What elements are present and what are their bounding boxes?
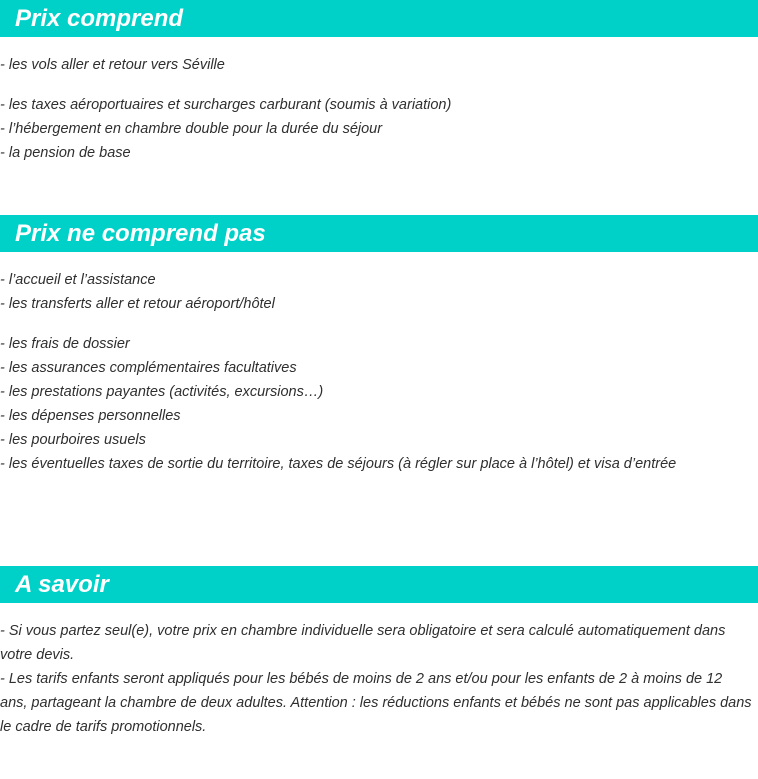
list-item: - la pension de base xyxy=(0,145,131,161)
list-item: - les prestations payantes (activités, excursions…) xyxy=(0,384,324,400)
list-item: - les taxes aéroportuaires et surcharges carburant (soumis à variation) xyxy=(0,97,452,113)
list-item: - les frais de dossier xyxy=(0,336,130,352)
info-paragraph: - Les tarifs enfants seront appliqués pour les bébés de moins de 2 ans et/ou pour les enfants de 2 à moins de 12 ans, partageant la chambre de deux adultes. Attention : les réductions enfants et bébés ne sont pas applicables dans le cadre de tarifs promotionnels. xyxy=(0,671,752,735)
info-text xyxy=(0,619,752,739)
list-item: - l’accueil et l’assistance xyxy=(0,272,156,288)
list-item: - les vols aller et retour vers Séville xyxy=(0,57,225,73)
list-item: - les transferts aller et retour aéroport/hôtel xyxy=(0,296,275,312)
list-item: - l’hébergement en chambre double pour la durée du séjour xyxy=(0,121,383,137)
section-header-prix-comprend xyxy=(0,0,758,37)
list-item: - les dépenses personnelles xyxy=(0,408,181,424)
list-item: - les assurances complémentaires facultatives xyxy=(0,360,297,376)
info-paragraph: - Si vous partez seul(e), votre prix en chambre individuelle sera obligatoire et sera calculé automatiquement dans votre devis. xyxy=(0,623,726,663)
list-item: - les éventuelles taxes de sortie du territoire, taxes de séjours (à régler sur place à l’hôtel) et visa d’entrée xyxy=(0,456,677,472)
list-item: - les pourboires usuels xyxy=(0,432,146,448)
section-header-a-savoir xyxy=(0,566,758,603)
section-header-prix-ne-comprend-pas xyxy=(0,215,758,252)
section-title: Prix comprend xyxy=(15,4,184,32)
section-title: Prix ne comprend pas xyxy=(15,219,266,247)
section-title: A savoir xyxy=(15,570,109,598)
